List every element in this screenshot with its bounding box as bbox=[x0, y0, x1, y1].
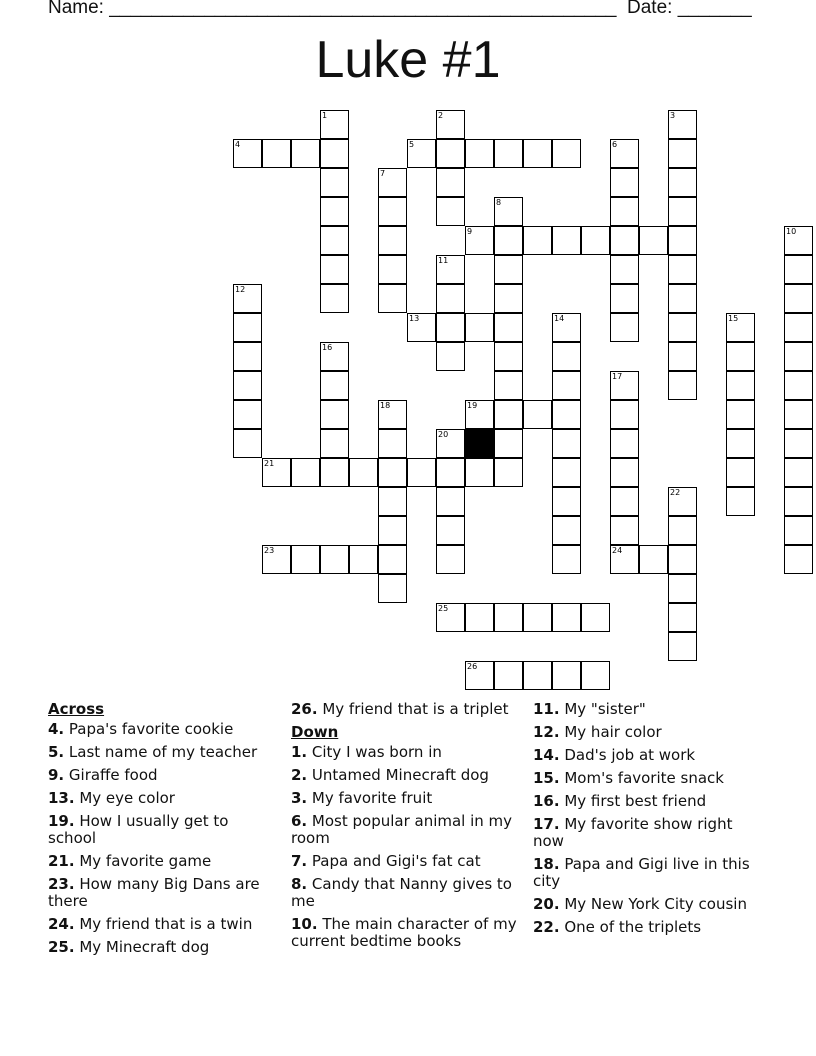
grid-cell[interactable] bbox=[784, 400, 813, 429]
grid-cell[interactable] bbox=[233, 429, 262, 458]
grid-cell[interactable] bbox=[465, 458, 494, 487]
grid-cell[interactable] bbox=[668, 603, 697, 632]
grid-cell[interactable] bbox=[668, 226, 697, 255]
clue-number-label: 10. bbox=[291, 915, 318, 933]
clue-text: Candy that Nanny gives to me bbox=[291, 875, 512, 910]
grid-cell[interactable] bbox=[552, 661, 581, 690]
grid-cell[interactable] bbox=[668, 342, 697, 371]
grid-cell[interactable] bbox=[784, 458, 813, 487]
clue-item bbox=[291, 790, 521, 807]
grid-cell[interactable] bbox=[494, 197, 523, 226]
grid-cell[interactable] bbox=[610, 284, 639, 313]
clue-number-label: 1. bbox=[291, 743, 308, 761]
grid-cell[interactable] bbox=[291, 545, 320, 574]
clue-number-label: 9. bbox=[48, 766, 65, 784]
grid-cell[interactable] bbox=[320, 168, 349, 197]
clue-number: 20 bbox=[438, 430, 449, 439]
grid-cell[interactable] bbox=[349, 545, 378, 574]
clue-item bbox=[291, 767, 521, 784]
grid-cell[interactable] bbox=[436, 545, 465, 574]
clue-item bbox=[533, 770, 768, 787]
clue-number-label: 5. bbox=[48, 743, 65, 761]
clue-number: 17 bbox=[612, 372, 623, 381]
grid-cell[interactable] bbox=[233, 284, 262, 313]
clue-number-label: 2. bbox=[291, 766, 308, 784]
clue-item bbox=[533, 816, 768, 850]
grid-cell[interactable] bbox=[407, 139, 436, 168]
grid-cell[interactable] bbox=[494, 313, 523, 342]
clue-item bbox=[291, 701, 521, 718]
grid-cell[interactable] bbox=[668, 313, 697, 342]
grid-cell[interactable] bbox=[320, 226, 349, 255]
grid-cell[interactable] bbox=[668, 516, 697, 545]
grid-cell[interactable] bbox=[320, 429, 349, 458]
grid-cell[interactable] bbox=[784, 371, 813, 400]
grid-cell[interactable] bbox=[668, 371, 697, 400]
grid-cell[interactable] bbox=[726, 342, 755, 371]
grid-cell[interactable] bbox=[436, 110, 465, 139]
grid-cell[interactable] bbox=[552, 371, 581, 400]
grid-cell[interactable] bbox=[262, 458, 291, 487]
grid-cell[interactable] bbox=[668, 632, 697, 661]
grid-cell[interactable] bbox=[610, 371, 639, 400]
clue-number: 11 bbox=[438, 256, 449, 265]
grid-cell[interactable] bbox=[465, 603, 494, 632]
grid-cell[interactable] bbox=[378, 458, 407, 487]
grid-cell[interactable] bbox=[523, 661, 552, 690]
clue-text: My first best friend bbox=[559, 792, 707, 810]
grid-cell[interactable] bbox=[436, 458, 465, 487]
grid-cell[interactable] bbox=[494, 371, 523, 400]
clue-number-label: 21. bbox=[48, 852, 75, 870]
clue-item bbox=[48, 790, 278, 807]
grid-cell[interactable] bbox=[320, 139, 349, 168]
grid-cell[interactable] bbox=[552, 545, 581, 574]
grid-cell[interactable] bbox=[726, 313, 755, 342]
grid-cell[interactable] bbox=[378, 197, 407, 226]
grid-cell[interactable] bbox=[436, 487, 465, 516]
grid-cell[interactable] bbox=[552, 487, 581, 516]
grid-cell[interactable] bbox=[552, 429, 581, 458]
grid-cell[interactable] bbox=[523, 603, 552, 632]
clue-text: My favorite game bbox=[74, 852, 212, 870]
grid-cell[interactable] bbox=[320, 371, 349, 400]
clue-item bbox=[533, 701, 768, 718]
clue-text: My Minecraft dog bbox=[74, 938, 210, 956]
clue-item bbox=[48, 767, 278, 784]
clue-number: 9 bbox=[467, 227, 473, 236]
clue-number: 23 bbox=[264, 546, 275, 555]
grid-cell[interactable] bbox=[552, 400, 581, 429]
grid-cell[interactable] bbox=[726, 458, 755, 487]
clue-text: Most popular animal in my room bbox=[291, 812, 513, 847]
grid-cell[interactable] bbox=[668, 255, 697, 284]
grid-cell[interactable] bbox=[726, 429, 755, 458]
clue-number-label: 12. bbox=[533, 723, 560, 741]
grid-cell[interactable] bbox=[378, 545, 407, 574]
clue-text: My hair color bbox=[559, 723, 662, 741]
clue-text: My "sister" bbox=[559, 700, 646, 718]
clue-item bbox=[48, 813, 278, 847]
grid-cell[interactable] bbox=[378, 255, 407, 284]
grid-cell[interactable] bbox=[610, 516, 639, 545]
grid-cell[interactable] bbox=[407, 458, 436, 487]
grid-cell[interactable] bbox=[494, 284, 523, 313]
clue-text: One of the triplets bbox=[559, 918, 702, 936]
clue-text: Dad's job at work bbox=[559, 746, 696, 764]
grid-cell[interactable] bbox=[610, 226, 639, 255]
clue-number: 7 bbox=[380, 169, 386, 178]
clue-item bbox=[48, 853, 278, 870]
clue-number-label: 18. bbox=[533, 855, 560, 873]
grid-cell[interactable] bbox=[552, 139, 581, 168]
grid-cell[interactable] bbox=[320, 110, 349, 139]
grid-cell[interactable] bbox=[465, 661, 494, 690]
grid-cell[interactable] bbox=[436, 197, 465, 226]
clue-number-label: 7. bbox=[291, 852, 308, 870]
clue-number: 6 bbox=[612, 140, 618, 149]
clue-number-label: 26. bbox=[291, 700, 318, 718]
clue-number-label: 23. bbox=[48, 875, 75, 893]
grid-cell[interactable] bbox=[610, 255, 639, 284]
grid-cell[interactable] bbox=[436, 168, 465, 197]
clue-item bbox=[533, 919, 768, 936]
grid-cell[interactable] bbox=[784, 284, 813, 313]
clue-number-label: 14. bbox=[533, 746, 560, 764]
grid-cell[interactable] bbox=[291, 139, 320, 168]
clue-text: Papa and Gigi live in this city bbox=[533, 855, 750, 890]
grid-cell[interactable] bbox=[784, 487, 813, 516]
grid-cell[interactable] bbox=[668, 168, 697, 197]
grid-cell[interactable] bbox=[233, 313, 262, 342]
clue-item bbox=[48, 876, 278, 910]
grid-cell[interactable] bbox=[494, 661, 523, 690]
clue-number: 22 bbox=[670, 488, 681, 497]
clue-number: 3 bbox=[670, 111, 676, 120]
clue-number-label: 24. bbox=[48, 915, 75, 933]
clue-item bbox=[291, 813, 521, 847]
clue-text: My New York City cousin bbox=[559, 895, 747, 913]
clue-text: How I usually get to school bbox=[48, 812, 229, 847]
clue-number: 10 bbox=[786, 227, 797, 236]
grid-cell[interactable] bbox=[523, 226, 552, 255]
clue-number: 25 bbox=[438, 604, 449, 613]
grid-cell[interactable] bbox=[233, 139, 262, 168]
grid-cell[interactable] bbox=[784, 313, 813, 342]
puzzle-title: Luke #1 bbox=[315, 31, 501, 89]
clue-number-label: 15. bbox=[533, 769, 560, 787]
clue-text: Giraffe food bbox=[64, 766, 158, 784]
clue-item bbox=[533, 747, 768, 764]
clue-number-label: 4. bbox=[48, 720, 65, 738]
grid-cell[interactable] bbox=[784, 226, 813, 255]
grid-cell[interactable] bbox=[552, 313, 581, 342]
clue-text: My favorite show right now bbox=[533, 815, 733, 850]
grid-cell[interactable] bbox=[320, 400, 349, 429]
grid-cell[interactable] bbox=[726, 371, 755, 400]
grid-cell[interactable] bbox=[465, 139, 494, 168]
grid-cell[interactable] bbox=[552, 603, 581, 632]
clue-item bbox=[291, 876, 521, 910]
grid-cell[interactable] bbox=[378, 284, 407, 313]
grid-cell[interactable] bbox=[552, 516, 581, 545]
grid-cell[interactable] bbox=[784, 429, 813, 458]
grid-cell[interactable] bbox=[494, 139, 523, 168]
grid-cell[interactable] bbox=[668, 139, 697, 168]
name-field-label: Name: ________________________________________________ bbox=[48, 0, 617, 18]
clue-item bbox=[48, 744, 278, 761]
grid-cell[interactable] bbox=[436, 139, 465, 168]
clue-column-2 bbox=[291, 701, 521, 956]
grid-cell[interactable] bbox=[378, 429, 407, 458]
clue-number-label: 25. bbox=[48, 938, 75, 956]
grid-cell[interactable] bbox=[610, 400, 639, 429]
grid-cell[interactable] bbox=[378, 168, 407, 197]
clue-text: Mom's favorite snack bbox=[559, 769, 724, 787]
black-cell bbox=[465, 429, 494, 458]
grid-cell[interactable] bbox=[668, 487, 697, 516]
grid-cell[interactable] bbox=[291, 458, 320, 487]
clue-item bbox=[533, 896, 768, 913]
grid-cell[interactable] bbox=[407, 313, 436, 342]
grid-cell[interactable] bbox=[378, 400, 407, 429]
clue-text: Last name of my teacher bbox=[64, 743, 258, 761]
clue-text: Papa's favorite cookie bbox=[64, 720, 234, 738]
grid-cell[interactable] bbox=[262, 545, 291, 574]
clue-text: Untamed Minecraft dog bbox=[307, 766, 489, 784]
clue-text: My eye color bbox=[74, 789, 175, 807]
across-heading: Across bbox=[48, 700, 105, 718]
clue-text: The main character of my current bedtime books bbox=[291, 915, 517, 950]
grid-cell[interactable] bbox=[494, 400, 523, 429]
grid-cell[interactable] bbox=[436, 516, 465, 545]
grid-cell[interactable] bbox=[784, 255, 813, 284]
grid-cell[interactable] bbox=[320, 342, 349, 371]
grid-cell[interactable] bbox=[378, 226, 407, 255]
grid-cell[interactable] bbox=[581, 661, 610, 690]
clue-number-label: 13. bbox=[48, 789, 75, 807]
clue-column-1 bbox=[48, 701, 278, 962]
grid-cell[interactable] bbox=[320, 284, 349, 313]
clue-number-label: 19. bbox=[48, 812, 75, 830]
clue-number: 4 bbox=[235, 140, 241, 149]
clue-text: City I was born in bbox=[307, 743, 442, 761]
grid-cell[interactable] bbox=[668, 284, 697, 313]
clue-item bbox=[533, 793, 768, 810]
grid-cell[interactable] bbox=[436, 255, 465, 284]
clue-item bbox=[533, 856, 768, 890]
grid-cell[interactable] bbox=[668, 574, 697, 603]
grid-cell[interactable] bbox=[320, 458, 349, 487]
clue-item bbox=[291, 916, 521, 950]
clue-number: 8 bbox=[496, 198, 502, 207]
clue-text: My friend that is a triplet bbox=[317, 700, 509, 718]
grid-cell[interactable] bbox=[610, 458, 639, 487]
grid-cell[interactable] bbox=[552, 226, 581, 255]
clue-number: 15 bbox=[728, 314, 739, 323]
clue-number-label: 17. bbox=[533, 815, 560, 833]
clue-number: 12 bbox=[235, 285, 246, 294]
grid-cell[interactable] bbox=[610, 545, 639, 574]
grid-cell[interactable] bbox=[610, 313, 639, 342]
clue-item bbox=[533, 724, 768, 741]
grid-cell[interactable] bbox=[610, 168, 639, 197]
grid-cell[interactable] bbox=[784, 342, 813, 371]
grid-cell[interactable] bbox=[639, 226, 668, 255]
grid-cell[interactable] bbox=[320, 545, 349, 574]
grid-cell[interactable] bbox=[610, 487, 639, 516]
grid-cell[interactable] bbox=[726, 400, 755, 429]
grid-cell[interactable] bbox=[610, 197, 639, 226]
clue-number: 18 bbox=[380, 401, 391, 410]
clue-number-label: 22. bbox=[533, 918, 560, 936]
grid-cell[interactable] bbox=[610, 429, 639, 458]
grid-cell[interactable] bbox=[378, 487, 407, 516]
grid-cell[interactable] bbox=[494, 226, 523, 255]
clue-number: 5 bbox=[409, 140, 415, 149]
clue-text: My friend that is a twin bbox=[74, 915, 253, 933]
grid-cell[interactable] bbox=[726, 487, 755, 516]
clue-number: 26 bbox=[467, 662, 478, 671]
grid-cell[interactable] bbox=[494, 255, 523, 284]
grid-cell[interactable] bbox=[465, 313, 494, 342]
grid-cell[interactable] bbox=[465, 400, 494, 429]
grid-cell[interactable] bbox=[610, 139, 639, 168]
clue-number-label: 6. bbox=[291, 812, 308, 830]
clue-number-label: 11. bbox=[533, 700, 560, 718]
grid-cell[interactable] bbox=[262, 139, 291, 168]
grid-cell[interactable] bbox=[581, 603, 610, 632]
clue-number-label: 8. bbox=[291, 875, 308, 893]
clue-number: 19 bbox=[467, 401, 478, 410]
grid-cell[interactable] bbox=[581, 226, 610, 255]
clue-item bbox=[48, 939, 278, 956]
clue-number: 14 bbox=[554, 314, 565, 323]
grid-cell[interactable] bbox=[494, 342, 523, 371]
grid-cell[interactable] bbox=[523, 400, 552, 429]
clue-text: How many Big Dans are there bbox=[48, 875, 260, 910]
clue-number: 24 bbox=[612, 546, 623, 555]
grid-cell[interactable] bbox=[436, 429, 465, 458]
grid-cell[interactable] bbox=[378, 516, 407, 545]
grid-cell[interactable] bbox=[494, 429, 523, 458]
grid-cell[interactable] bbox=[320, 255, 349, 284]
clue-text: My favorite fruit bbox=[307, 789, 433, 807]
grid-cell[interactable] bbox=[639, 545, 668, 574]
grid-cell[interactable] bbox=[552, 458, 581, 487]
clue-item bbox=[291, 853, 521, 870]
grid-cell[interactable] bbox=[378, 574, 407, 603]
grid-cell[interactable] bbox=[784, 545, 813, 574]
grid-cell[interactable] bbox=[436, 603, 465, 632]
clue-text: Papa and Gigi's fat cat bbox=[307, 852, 481, 870]
clue-column-3 bbox=[533, 701, 768, 942]
clue-number-label: 20. bbox=[533, 895, 560, 913]
grid-cell[interactable] bbox=[233, 400, 262, 429]
grid-cell[interactable] bbox=[436, 313, 465, 342]
grid-cell[interactable] bbox=[668, 545, 697, 574]
clue-number-label: 3. bbox=[291, 789, 308, 807]
grid-cell[interactable] bbox=[668, 110, 697, 139]
grid-cell[interactable] bbox=[436, 284, 465, 313]
clue-number: 13 bbox=[409, 314, 420, 323]
grid-cell[interactable] bbox=[436, 342, 465, 371]
grid-cell[interactable] bbox=[784, 516, 813, 545]
clue-number: 21 bbox=[264, 459, 275, 468]
clue-item bbox=[48, 916, 278, 933]
grid-cell[interactable] bbox=[523, 139, 552, 168]
clue-item bbox=[48, 721, 278, 738]
clue-number: 16 bbox=[322, 343, 333, 352]
grid-cell[interactable] bbox=[668, 197, 697, 226]
grid-cell[interactable] bbox=[233, 371, 262, 400]
grid-cell[interactable] bbox=[552, 342, 581, 371]
grid-cell[interactable] bbox=[465, 226, 494, 255]
grid-cell[interactable] bbox=[494, 458, 523, 487]
clue-number: 1 bbox=[322, 111, 328, 120]
date-field-label: Date: _______ bbox=[627, 0, 752, 18]
clue-item bbox=[291, 744, 521, 761]
grid-cell[interactable] bbox=[349, 458, 378, 487]
grid-cell[interactable] bbox=[494, 603, 523, 632]
clue-number: 2 bbox=[438, 111, 444, 120]
clue-number-label: 16. bbox=[533, 792, 560, 810]
grid-cell[interactable] bbox=[320, 197, 349, 226]
grid-cell[interactable] bbox=[233, 342, 262, 371]
down-heading: Down bbox=[291, 723, 339, 741]
